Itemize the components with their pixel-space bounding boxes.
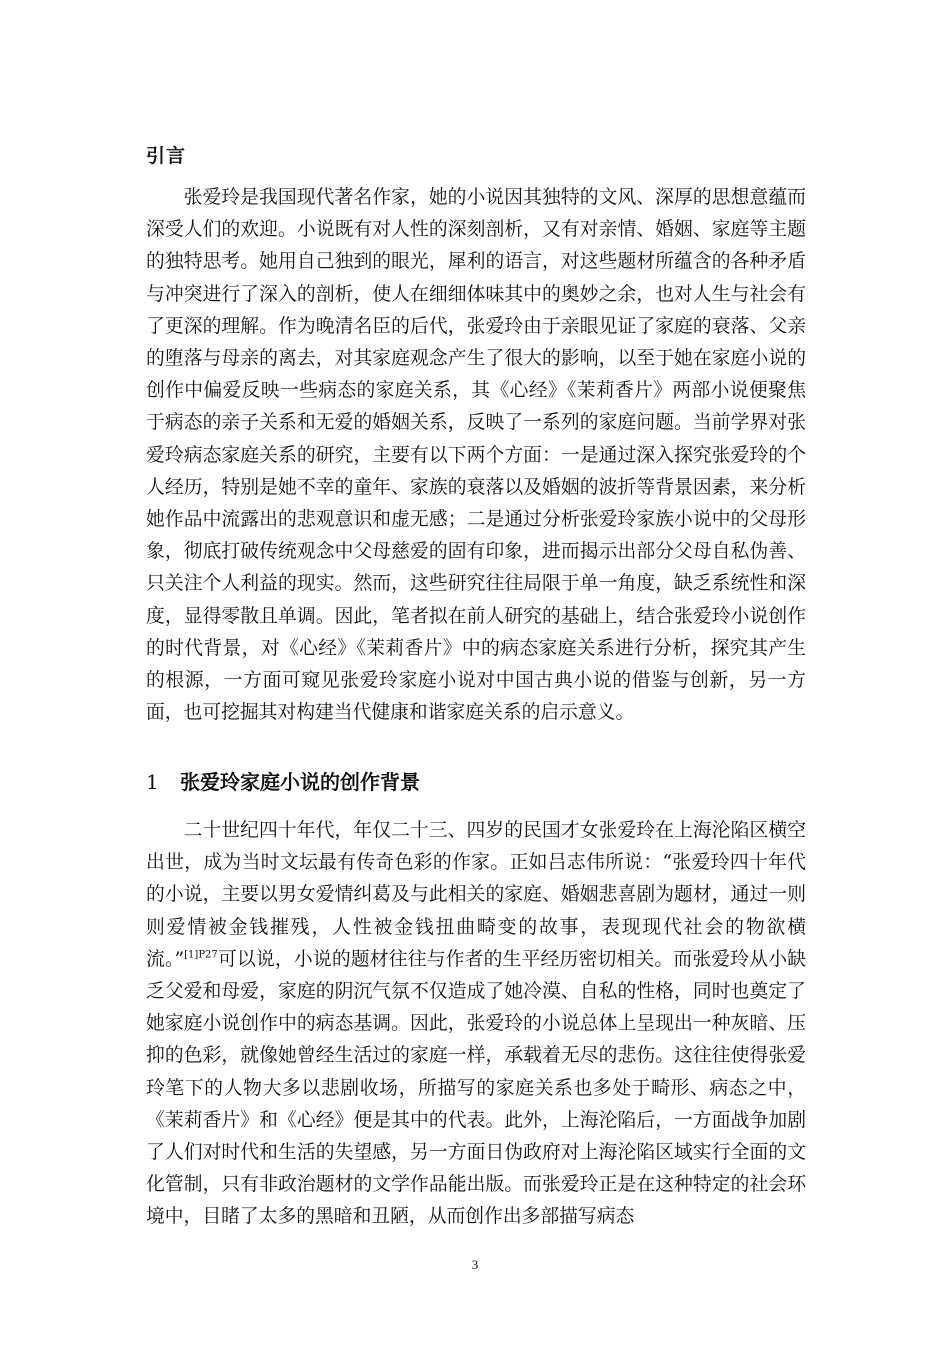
section-number: 1 (146, 770, 159, 794)
page-number: 3 (471, 1257, 479, 1272)
section-paragraph-text-2: 可以说，小说的题材往往与作者的生平经历密切相关。而张爱玲从小缺乏父爱和母爱，家庭的阴沉气氛不仅造成了她冷漠、自私的性格，同时也奠定了她家庭小说创作中的病态基调。因此，张爱玲的小说总体上呈现出一种灰暗、压抑的色彩，就像她曾经生活过的家庭一样，承载着无尽的悲伤。这往往使得张爱玲笔下的人物大多以悲剧收场，所描写的家庭关系也多处于畸形、病态之中，《茉莉香片》和《心经》便是其中的代表。此外，上海沦陷后，一方面战争加剧了人们对时代和生活的失望感，另一方面日伪政府对上海沦陷区域实行全面的文化管制，只有非政治题材的文学作品能出版。而张爱玲正是在这种特定的社会环境中，目睹了太多的黑暗和丑陋，从而创作出多部描写病态 (146, 948, 806, 1228)
intro-heading: 引言 (146, 145, 187, 167)
section-title: 张爱玲家庭小说的创作背景 (180, 770, 420, 794)
section-paragraph-text-1: 二十世纪四十年代，年仅二十三、四岁的民国才女张爱玲在上海沦陷区横空出世，成为当时文坛最有传奇色彩的作家。正如吕志伟所说：“张爱玲四十年代的小说，主要以男女爱情纠葛及与此相关的家庭、婚姻悲喜剧为题材，通过一则则爱情被金钱摧残，人性被金钱扭曲畸变的故事，表现现代社会的物欲横流。” (146, 820, 806, 970)
section-heading (146, 767, 420, 797)
citation-superscript: [1]P27 (184, 949, 218, 961)
section-paragraph (146, 815, 806, 1234)
intro-paragraph: 张爱玲是我国现代著名作家，她的小说因其独特的文风、深厚的思想意蕴而深受人们的欢迎。小说既有对人性的深刻剖析，又有对亲情、婚姻、家庭等主题的独特思考。她用自己独到的眼光，犀利的语言，对这些题材所蕴含的各种矛盾与冲突进行了深入的剖析，使人在细细体味其中的奥妙之余，也对人生与社会有了更深的理解。作为晚清名臣的后代，张爱玲由于亲眼见证了家庭的衰落、父亲的堕落与母亲的离去，对其家庭观念产生了很大的影响，以至于她在家庭小说的创作中偏爱反映一些病态的家庭关系，其《心经》《茉莉香片》两部小说便聚焦于病态的亲子关系和无爱的婚姻关系，反映了一系列的家庭问题。当前学界对张爱玲病态家庭关系的研究，主要有以下两个方面：一是通过深入探究张爱玲的个人经历，特别是她不幸的童年、家族的衰落以及婚姻的波折等背景因素，来分析她作品中流露出的悲观意识和虚无感；二是通过分析张爱玲家族小说中的父母形象，彻底打破传统观念中父母慈爱的固有印象，进而揭示出部分父母自私伪善、只关注个人利益的现实。然而，这些研究往往局限于单一角度，缺乏系统性和深度，显得零散且单调。因此，笔者拟在前人研究的基础上，结合张爱玲小说创作的时代背景，对《心经》《茉莉香片》中的病态家庭关系进行分析，探究其产生的根源，一方面可窥见张爱玲家庭小说对中国古典小说的借鉴与创新，另一方面，也可挖掘其对构建当代健康和谐家庭关系的启示意义。 (146, 187, 806, 724)
